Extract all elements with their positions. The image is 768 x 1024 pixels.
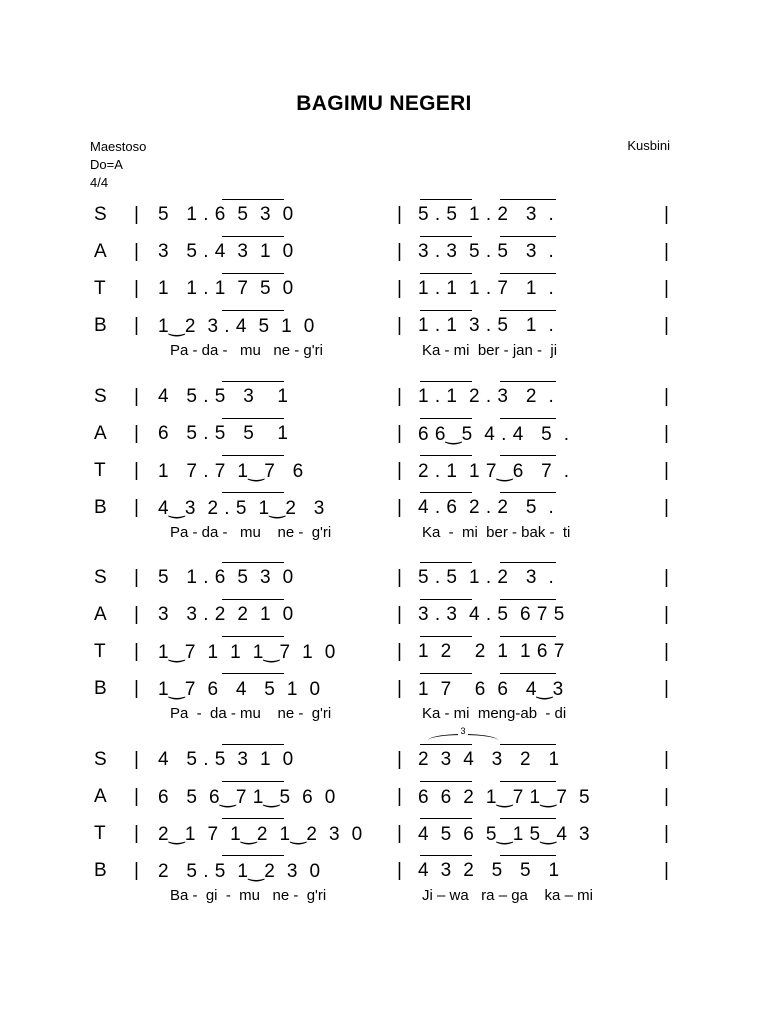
beam-line <box>500 492 556 493</box>
beam-line <box>420 273 472 274</box>
voice-label: T <box>94 278 106 299</box>
beam-line <box>222 781 284 782</box>
measure-1-notes: 2‿1 7 1‿2 1‿2 3 0 <box>158 824 363 845</box>
beam-line <box>500 744 556 745</box>
beam-line <box>420 599 472 600</box>
barline-start: | <box>134 386 139 407</box>
barline-end: | <box>664 749 669 770</box>
beam-line <box>420 492 472 493</box>
song-title: BAGIMU NEGERI <box>296 92 472 115</box>
measure-2-notes: 4 3 2 5 5 1 <box>418 860 560 881</box>
voice-label: B <box>94 315 107 336</box>
measure-2-notes: 4 . 6 2 . 2 5 . <box>418 497 555 518</box>
measure-2-notes: 1 7 6 6 4‿3 <box>418 679 564 700</box>
barline-middle: | <box>397 823 402 844</box>
voice-label: S <box>94 567 107 588</box>
measure-1-notes: 3 5 . 4 3 1 0 <box>158 241 294 262</box>
staff-row-s <box>0 745 768 775</box>
staff-row-a <box>0 419 768 449</box>
barline-middle: | <box>397 423 402 444</box>
beam-line <box>222 381 284 382</box>
measure-2-notes: 2 . 1 1 7‿6 7 . <box>418 461 570 482</box>
beam-line <box>420 199 472 200</box>
beam-line <box>500 310 556 311</box>
barline-start: | <box>134 315 139 336</box>
barline-end: | <box>664 823 669 844</box>
lyric-line <box>0 887 768 907</box>
barline-middle: | <box>397 315 402 336</box>
composer-name: Kusbini <box>627 138 670 153</box>
lyric-measure-1: Pa - da - mu ne - g'ri <box>170 524 332 541</box>
voice-label: A <box>94 423 107 444</box>
beam-line <box>222 418 284 419</box>
lyric-measure-2: Ka - mi ber - jan - ji <box>422 342 558 359</box>
barline-start: | <box>134 786 139 807</box>
measure-1-notes: 1‿7 1 1 1‿7 1 0 <box>158 642 336 663</box>
lyric-line <box>0 524 768 544</box>
beam-line <box>222 855 284 856</box>
measure-1-notes: 1‿2 3 . 4 5 1 0 <box>158 316 315 337</box>
beam-line <box>222 199 284 200</box>
barline-end: | <box>664 241 669 262</box>
barline-start: | <box>134 641 139 662</box>
barline-start: | <box>134 823 139 844</box>
staff-row-t <box>0 819 768 849</box>
barline-end: | <box>664 567 669 588</box>
staff-row-a <box>0 600 768 630</box>
measure-1-notes: 5 1 . 6 5 3 0 <box>158 204 294 225</box>
beam-line <box>222 273 284 274</box>
barline-middle: | <box>397 460 402 481</box>
measure-2-notes: 1 2 2 1 1 6 7 <box>418 641 565 662</box>
measure-2-notes: 2 3 4 3 2 1 <box>418 749 560 770</box>
barline-middle: | <box>397 786 402 807</box>
voice-label: B <box>94 678 107 699</box>
staff-row-a <box>0 237 768 267</box>
barline-end: | <box>664 278 669 299</box>
measure-1-notes: 1 1 . 1 7 5 0 <box>158 278 294 299</box>
voice-label: T <box>94 641 106 662</box>
barline-middle: | <box>397 241 402 262</box>
beam-line <box>222 744 284 745</box>
beam-line <box>420 781 472 782</box>
staff-row-t <box>0 456 768 486</box>
time-signature: 4/4 <box>90 175 109 190</box>
barline-start: | <box>134 860 139 881</box>
barline-start: | <box>134 278 139 299</box>
triplet-bracket <box>428 726 498 747</box>
beam-line <box>420 673 472 674</box>
staff-row-s <box>0 200 768 230</box>
barline-middle: | <box>397 386 402 407</box>
staff-row-t <box>0 274 768 304</box>
beam-line <box>500 855 556 856</box>
measure-1-notes: 1 7 . 7 1‿7 6 <box>158 461 304 482</box>
voice-label: T <box>94 823 106 844</box>
measure-2-notes: 5 . 5 1 . 2 3 . <box>418 567 555 588</box>
beam-line <box>500 418 556 419</box>
voice-label: A <box>94 786 107 807</box>
measure-2-notes: 3 . 3 5 . 5 3 . <box>418 241 555 262</box>
beam-line <box>500 599 556 600</box>
beam-line <box>500 455 556 456</box>
staff-row-s <box>0 563 768 593</box>
barline-middle: | <box>397 604 402 625</box>
beam-line <box>420 855 472 856</box>
beam-line <box>420 562 472 563</box>
measure-1-notes: 6 5 . 5 5 1 <box>158 423 289 444</box>
barline-start: | <box>134 497 139 518</box>
staff-row-b <box>0 674 768 704</box>
measure-2-notes: 4 5 6 5‿1 5‿4 3 <box>418 824 591 845</box>
beam-line <box>420 381 472 382</box>
staff-row-b <box>0 311 768 341</box>
measure-2-notes: 6 6 2 1‿7 1‿7 5 <box>418 787 591 808</box>
barline-end: | <box>664 460 669 481</box>
voice-label: T <box>94 460 106 481</box>
beam-line <box>500 781 556 782</box>
measure-1-notes: 4 5 . 5 3 1 0 <box>158 749 294 770</box>
lyric-measure-1: Pa - da - mu ne - g'ri <box>170 705 332 722</box>
barline-middle: | <box>397 567 402 588</box>
barline-start: | <box>134 604 139 625</box>
barline-middle: | <box>397 860 402 881</box>
measure-2-notes: 5 . 5 1 . 2 3 . <box>418 204 555 225</box>
barline-middle: | <box>397 749 402 770</box>
beam-line <box>222 562 284 563</box>
beam-line <box>222 599 284 600</box>
barline-start: | <box>134 204 139 225</box>
measure-2-notes: 6 6‿5 4 . 4 5 . <box>418 424 570 445</box>
measure-1-notes: 3 3 . 2 2 1 0 <box>158 604 294 625</box>
barline-middle: | <box>397 641 402 662</box>
measure-1-notes: 1‿7 6 4 5 1 0 <box>158 679 321 700</box>
beam-line <box>222 455 284 456</box>
measure-1-notes: 4 5 . 5 3 1 <box>158 386 289 407</box>
measure-2-notes: 1 . 1 3 . 5 1 . <box>418 315 555 336</box>
lyric-line <box>0 342 768 362</box>
measure-2-notes: 1 . 1 2 . 3 2 . <box>418 386 555 407</box>
staff-row-s <box>0 382 768 412</box>
measure-1-notes: 6 5 6‿7 1‿5 6 0 <box>158 787 336 808</box>
voice-label: B <box>94 497 107 518</box>
beam-line <box>420 418 472 419</box>
lyric-measure-2: Ji – wa ra – ga ka – mi <box>422 887 593 904</box>
staff-row-b <box>0 856 768 886</box>
measure-2-notes: 3 . 3 4 . 5 6 7 5 <box>418 604 565 625</box>
beam-line <box>500 818 556 819</box>
beam-line <box>222 236 284 237</box>
measure-1-notes: 5 1 . 6 5 3 0 <box>158 567 294 588</box>
staff-row-t <box>0 637 768 667</box>
beam-line <box>420 310 472 311</box>
lyric-measure-1: Ba - gi - mu ne - g'ri <box>170 887 327 904</box>
lyric-measure-2: Ka - mi ber - bak - ti <box>422 524 571 541</box>
key-signature: Do=A <box>90 157 123 172</box>
voice-label: S <box>94 204 107 225</box>
measure-2-notes: 1 . 1 1 . 7 1 . <box>418 278 555 299</box>
barline-middle: | <box>397 204 402 225</box>
barline-middle: | <box>397 278 402 299</box>
barline-start: | <box>134 241 139 262</box>
beam-line <box>500 636 556 637</box>
barline-start: | <box>134 567 139 588</box>
barline-end: | <box>664 641 669 662</box>
tempo-marking: Maestoso <box>90 139 147 154</box>
barline-end: | <box>664 604 669 625</box>
beam-line <box>500 273 556 274</box>
lyric-measure-2: Ka - mi meng-ab - di <box>422 705 567 722</box>
beam-line <box>420 455 472 456</box>
voice-label: A <box>94 241 107 262</box>
beam-line <box>222 492 284 493</box>
beam-line <box>500 381 556 382</box>
barline-end: | <box>664 860 669 881</box>
barline-end: | <box>664 786 669 807</box>
lyric-line <box>0 705 768 725</box>
barline-start: | <box>134 678 139 699</box>
beam-line <box>500 562 556 563</box>
triplet-number: 3 <box>460 726 466 736</box>
barline-end: | <box>664 423 669 444</box>
beam-line <box>500 236 556 237</box>
beam-line <box>500 199 556 200</box>
beam-line <box>420 636 472 637</box>
voice-label: B <box>94 860 107 881</box>
beam-line <box>500 673 556 674</box>
measure-1-notes: 2 5 . 5 1‿2 3 0 <box>158 861 321 882</box>
barline-start: | <box>134 749 139 770</box>
beam-line <box>222 673 284 674</box>
voice-label: S <box>94 749 107 770</box>
staff-row-b <box>0 493 768 523</box>
beam-line <box>222 310 284 311</box>
staff-row-a <box>0 782 768 812</box>
barline-end: | <box>664 386 669 407</box>
beam-line <box>420 236 472 237</box>
beam-line <box>420 818 472 819</box>
beam-line <box>222 818 284 819</box>
barline-end: | <box>664 678 669 699</box>
barline-end: | <box>664 315 669 336</box>
beam-line <box>222 636 284 637</box>
lyric-measure-1: Pa - da - mu ne - g'ri <box>170 342 323 359</box>
barline-end: | <box>664 204 669 225</box>
barline-end: | <box>664 497 669 518</box>
voice-label: S <box>94 386 107 407</box>
barline-middle: | <box>397 497 402 518</box>
barline-middle: | <box>397 678 402 699</box>
voice-label: A <box>94 604 107 625</box>
barline-start: | <box>134 460 139 481</box>
measure-1-notes: 4‿3 2 . 5 1‿2 3 <box>158 498 325 519</box>
barline-start: | <box>134 423 139 444</box>
